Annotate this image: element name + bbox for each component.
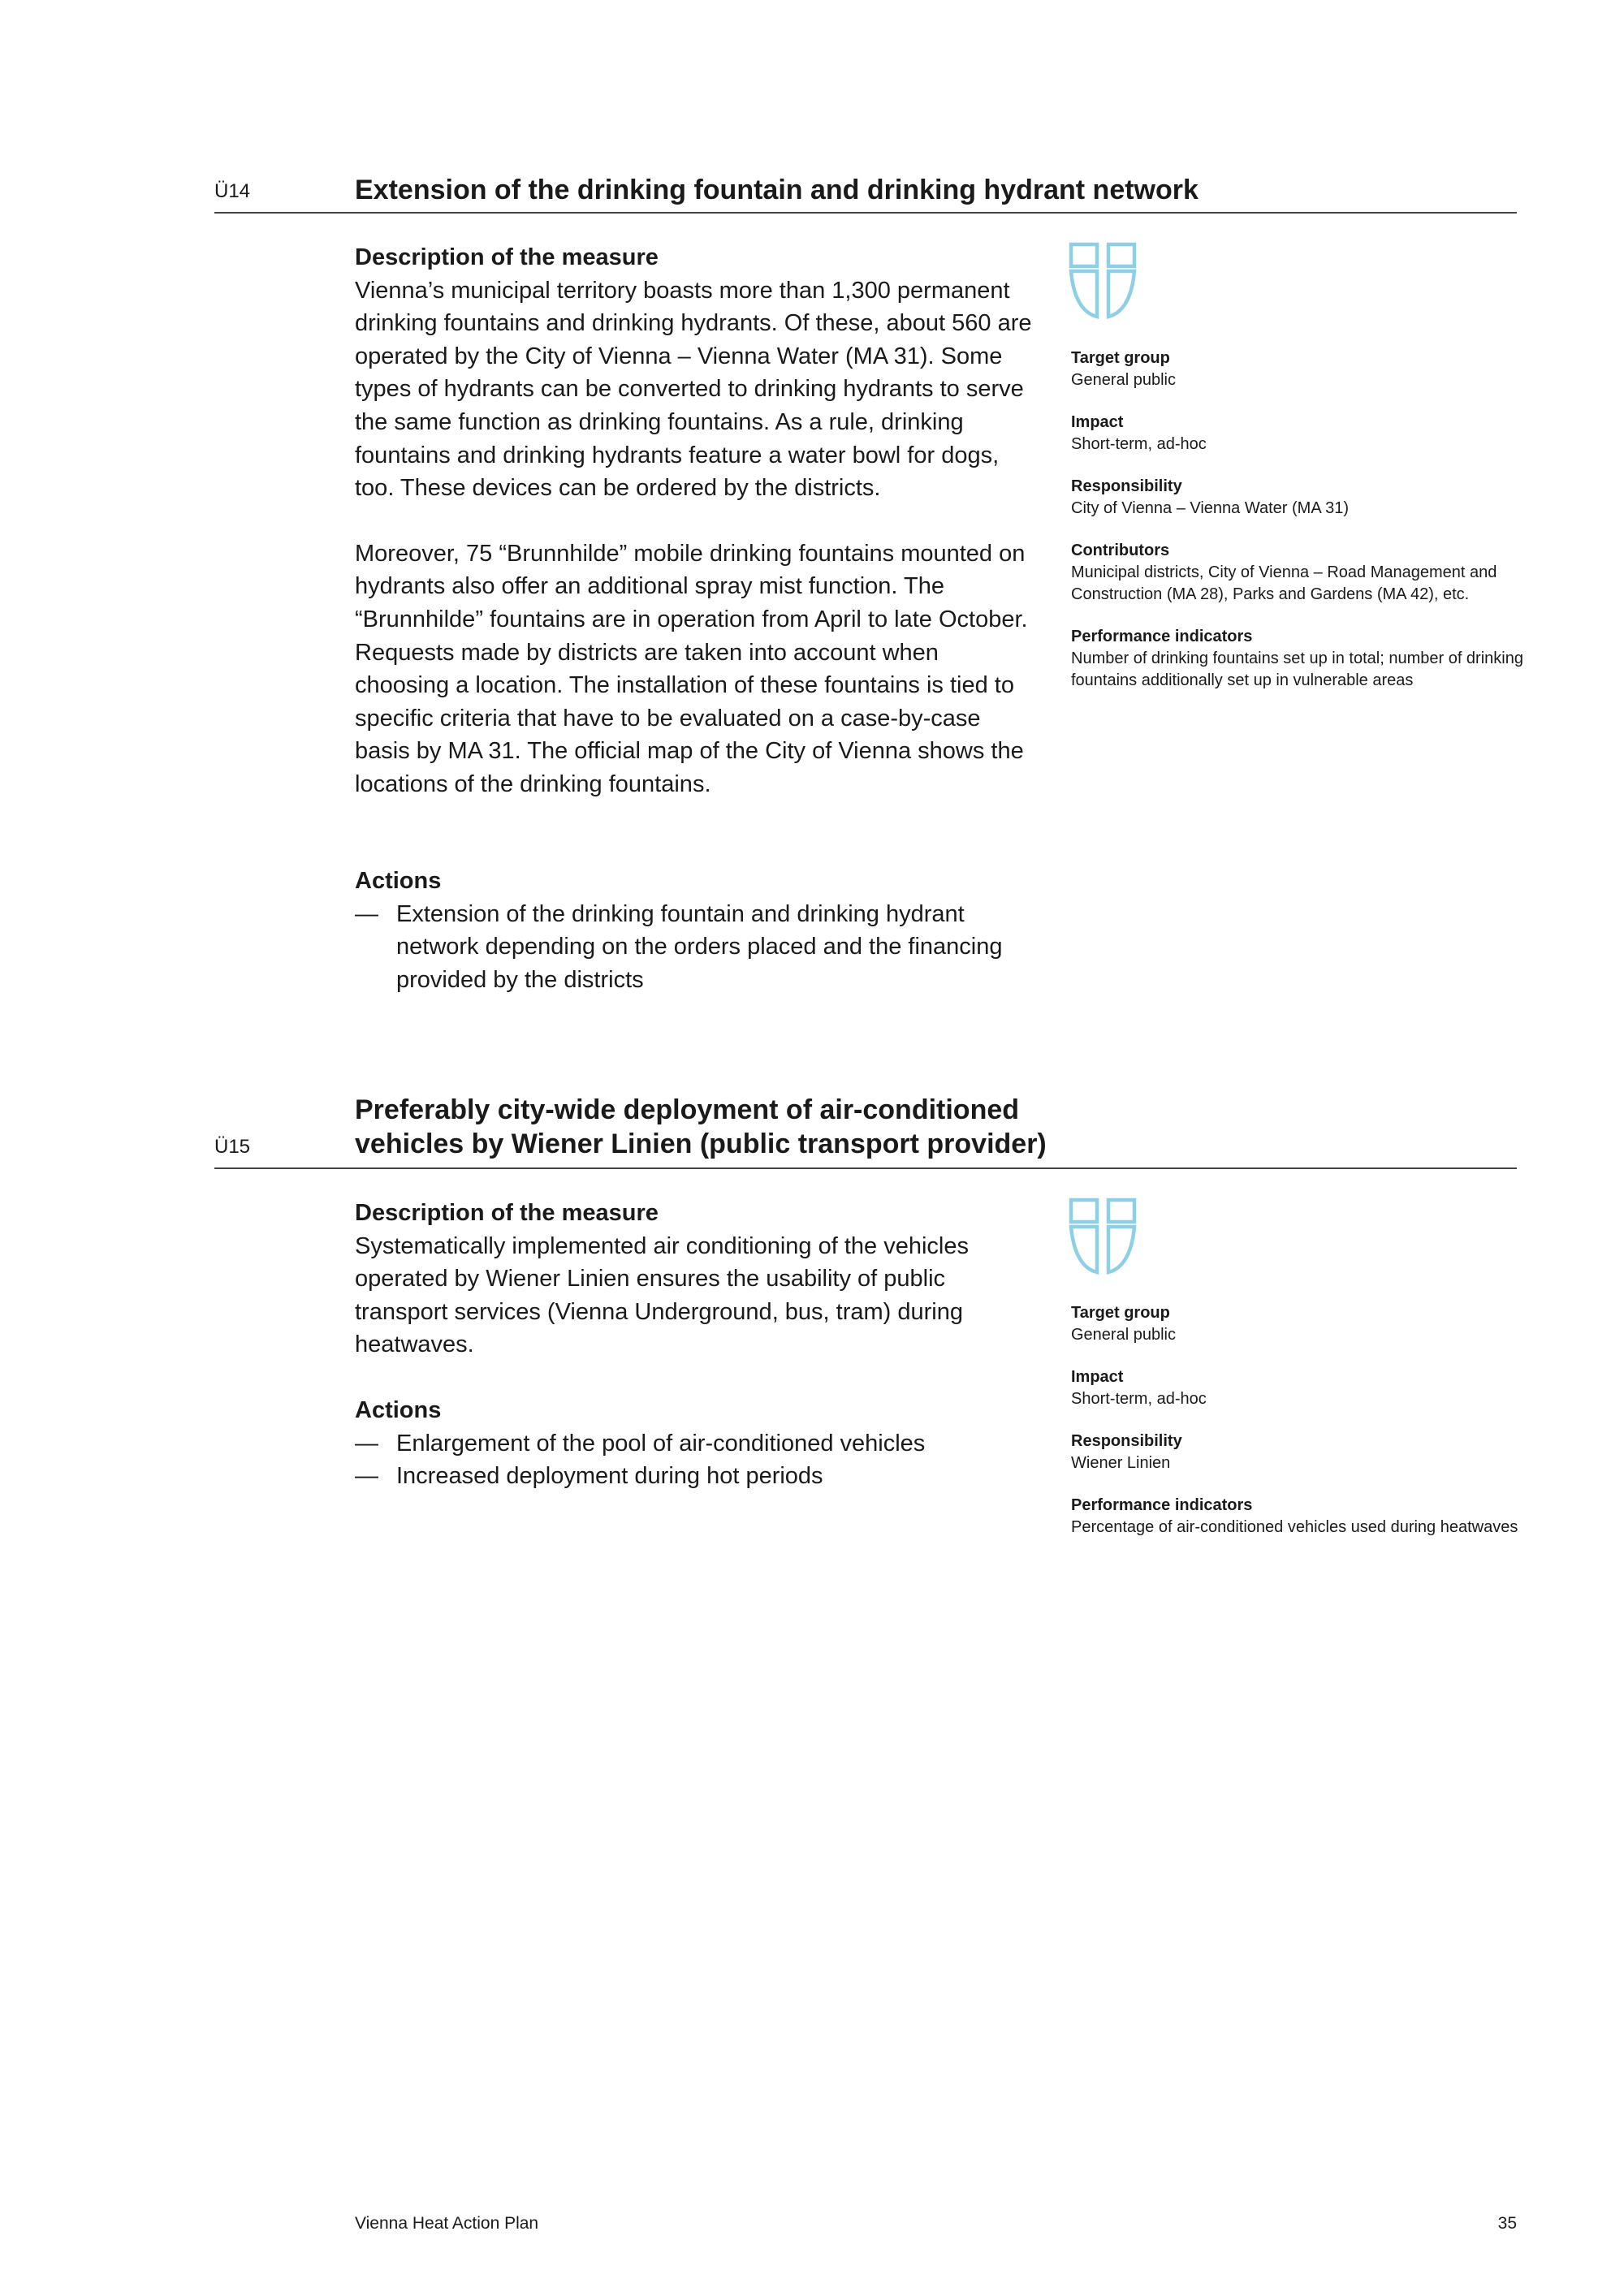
measure-title: [355, 173, 1508, 207]
actions-list: [355, 898, 1037, 997]
measure-code: Ü15: [214, 1136, 251, 1158]
measure-title-line: Preferably city-wide deployment of air-conditioned: [355, 1094, 1020, 1125]
sidebar-impact: Impact Short-term, ad-hoc: [1071, 1368, 1207, 1408]
action-item: — Enlargement of the pool of air-conditioned vehicles: [355, 1427, 1037, 1461]
description-paragraph: Systematically implemented air conditioning of the vehicles operated by Wiener Linien ensures the usability of public transport services (Vienna Underground, bus, tram) during heatwaves.: [355, 1232, 969, 1358]
section-divider: [214, 1167, 1517, 1169]
measure-code: Ü14: [214, 180, 251, 202]
measure-body: [355, 241, 1037, 834]
action-item: — Extension of the drinking fountain and drinking hydrant network depending on the orders placed and the financing provided by the districts: [355, 898, 1037, 997]
sidebar-target-group: Target group General public: [1071, 349, 1176, 389]
measure-title-line: Extension of the drinking fountain and drinking hydrant network: [355, 175, 1199, 205]
measure-body: [355, 1197, 1037, 1493]
dash-bullet-icon: —: [355, 1430, 378, 1457]
sidebar-impact: Impact Short-term, ad-hoc: [1071, 413, 1207, 453]
description-paragraph: Vienna’s municipal territory boasts more than 1,300 permanent drinking fountains and drinking hydrants. Of these, about 560 are operated by the City of Vienna – Vienna Water (MA 31). Some types of hydrants can be converted to drinking hydrants to serve the same function as drinking fountains. As a rule, drinking fountains and drinking hydrants feature a water bowl for dogs, too. These devices can be ordered by the districts.: [355, 277, 1032, 502]
measure-title-line: vehicles by Wiener Linien (public transport provider): [355, 1129, 1047, 1159]
dash-bullet-icon: —: [355, 900, 378, 927]
sidebar-performance-indicators: Performance indicators Number of drinking fountains set up in total; number of drinking fountains additionally set up in vulnerable areas: [1071, 628, 1523, 689]
section-divider: [214, 212, 1517, 214]
page-number: 35: [1497, 2214, 1517, 2233]
measure-title: [355, 1093, 1508, 1161]
sidebar-performance-indicators: Performance indicators Percentage of air-conditioned vehicles used during heatwaves: [1071, 1496, 1518, 1536]
footer-document-title: Vienna Heat Action Plan: [355, 2214, 539, 2233]
sidebar-target-group: Target group General public: [1071, 1304, 1176, 1344]
actions-section: [355, 865, 1037, 996]
actions-heading: Actions: [355, 868, 442, 894]
sidebar-contributors: Contributors Municipal districts, City of Vienna – Road Management and Construction (MA 28), Parks and Gardens (MA 42), etc.: [1071, 542, 1497, 603]
action-item: — Increased deployment during hot periods: [355, 1460, 1037, 1493]
actions-list: [355, 1427, 1037, 1493]
actions-heading: Actions: [355, 1396, 442, 1423]
sidebar-responsibility: Responsibility City of Vienna – Vienna Water (MA 31): [1071, 477, 1350, 517]
dash-bullet-icon: —: [355, 1463, 378, 1490]
description-paragraph: Moreover, 75 “Brunnhilde” mobile drinking fountains mounted on hydrants also offer an additional spray mist function. The “Brunnhilde” fountains are in operation from April to late October. Requests made by districts are taken into account when choosing a location. The installation of these fountains is tied to specific criteria that have to be evaluated on a case-by-case basis by MA 31. The official map of the City of Vienna shows the locations of the drinking fountains.: [355, 540, 1028, 797]
sidebar-responsibility: Responsibility Wiener Linien: [1071, 1432, 1182, 1472]
description-heading: Description of the measure: [355, 1200, 659, 1226]
vienna-shield-icon: [1069, 1198, 1137, 1281]
measure-sidebar: [1071, 347, 1526, 712]
description-heading: Description of the measure: [355, 244, 659, 270]
measure-sidebar: [1071, 1302, 1526, 1559]
vienna-shield-icon: [1069, 242, 1137, 326]
